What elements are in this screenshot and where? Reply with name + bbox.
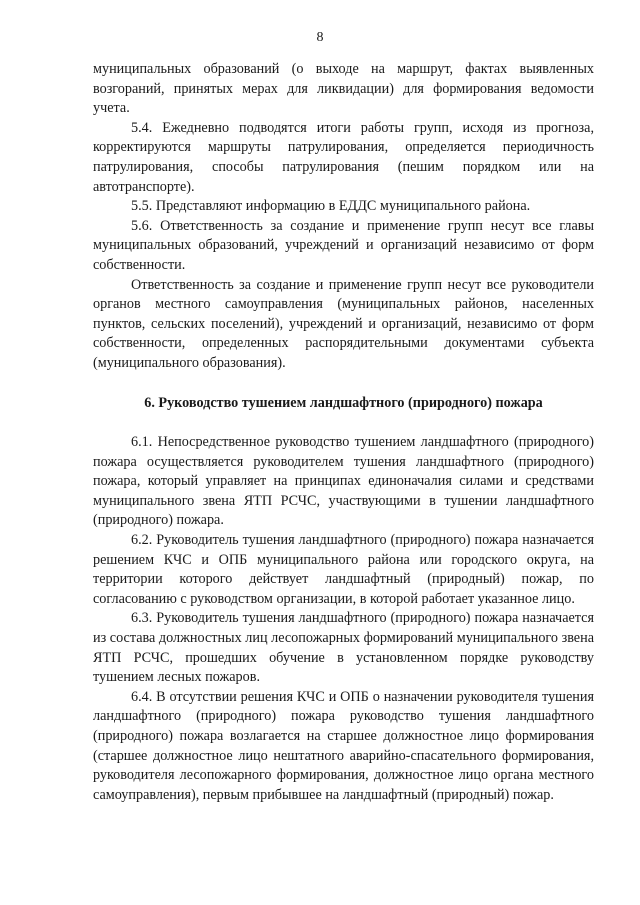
paragraph-5-4: 5.4. Ежедневно подводятся итоги работы групп, исходя из прогноза, корректируются маршруты патрулирования, определяется периодичность патрулирования, способы патрулирования (пешим порядком или на автотранспорте). xyxy=(93,119,594,195)
paragraph-6-1: 6.1. Непосредственное руководство тушением ландшафтного (природного) пожара осуществляется руководителем тушения ландшафтного (природного) пожара, который управляет на принципах единоначалия силами и средствами муниципального звена ЯТП РСЧС, участвующими в тушении ландшафтного (природного) пожара. xyxy=(93,434,594,529)
page-number: 8 xyxy=(316,30,324,45)
paragraph-continuation: муниципальных образований (о выходе на маршрут, фактах выявленных возгораний, принятых мерах для ликвидации) для формирования ведомости учета. xyxy=(93,61,594,117)
paragraph-6-3: 6.3. Руководитель тушения ландшафтного (природного) пожара назначается из состава должностных лиц лесопожарных формирований муниципального звена ЯТП РСЧС, прошедших обучение в установленном порядке руководству тушением лесных пожаров. xyxy=(93,610,594,686)
paragraph-responsibility: Ответственность за создание и применение групп несут все руководители органов местного самоуправления (муниципальных районов, населенных пунктов, сельских поселений), учреждений и организаций, независимо от форм собственности, определенных распорядительными документами субъекта (муниципального образования). xyxy=(93,276,594,371)
paragraph-5-5: 5.5. Представляют информацию в ЕДДС муниципального района. xyxy=(131,198,531,215)
paragraph-6-4: 6.4. В отсутствии решения КЧС и ОПБ о назначении руководителя тушения ландшафтного (природного) пожара руководство тушения ландшафтного (природного) пожара возлагается на старшее должностное лицо формирования (старшее должностное лицо нештатного аварийно-спасательного формирования, руководителя лесопожарного формирования, должностное лицо органа местного самоуправления), первым прибывшее на ландшафтный (природный) пожар. xyxy=(93,688,594,803)
section-heading: 6. Руководство тушением ландшафтного (природного) пожара xyxy=(144,394,543,411)
paragraph-5-6: 5.6. Ответственность за создание и применение групп несут все главы муниципальных образований, учреждений и организаций независимо от форм собственности. xyxy=(93,217,594,273)
document-body xyxy=(93,60,594,805)
paragraph-6-2: 6.2. Руководитель тушения ландшафтного (природного) пожара назначается решением КЧС и ОПБ муниципального района или городского округа, на территории которого действует ландшафтный (природный) пожар, по согласованию с руководством организации, в которой работает указанное лицо. xyxy=(93,532,594,607)
